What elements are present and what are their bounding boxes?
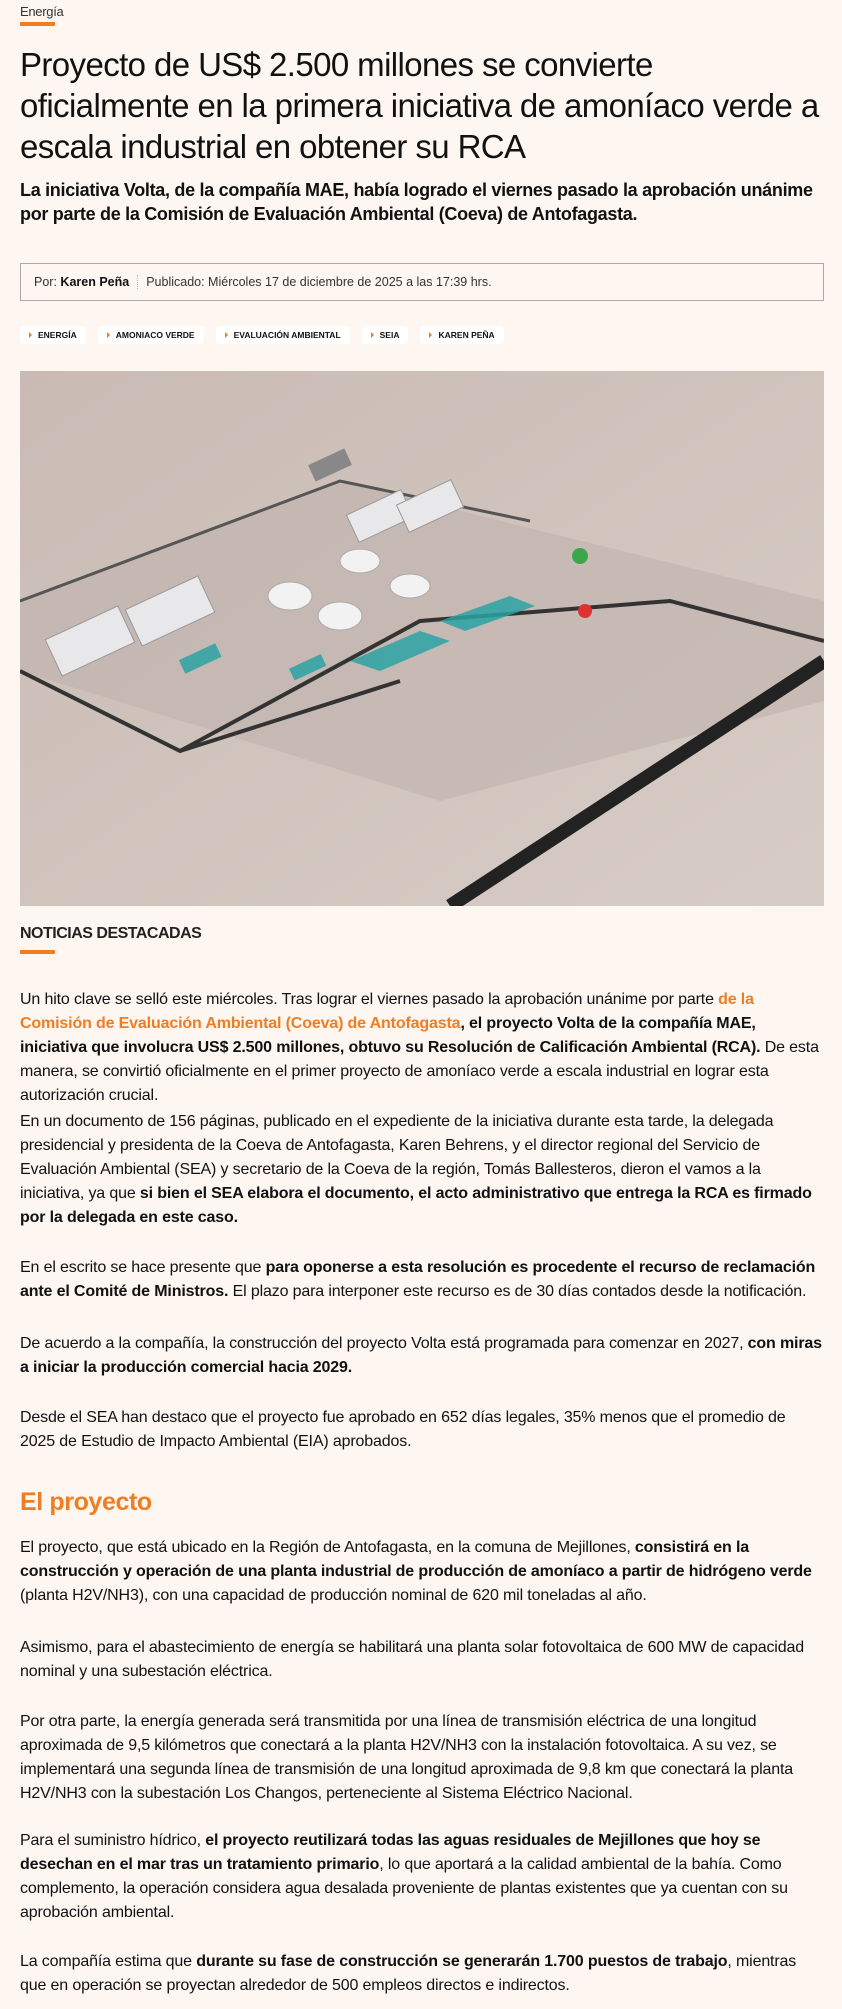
coeva-link[interactable]: de la Comisión de Evaluación Ambiental (Coeva) de Antofagasta xyxy=(20,991,754,1032)
article-paragraph: Asimismo, para el abastecimiento de energía se habilitará una planta solar fotovoltaica de 600 MW de capacidad nominal y una subestación eléctrica. xyxy=(20,1639,804,1680)
article-paragraph: Por otra parte, la energía generada será transmitida por una línea de transmisión eléctrica de una longitud aproximada de 9,5 kilómetros que conectará a la planta H2V/NH3 con la instalación fotovoltaica. A su vez, se implementará una segunda línea de transmisión de una longitud aproximada de 9,8 km que conectará la planta H2V/NH3 con la subestación Los Changos, perteneciente al Sistema Eléctrico Nacional. xyxy=(20,1713,794,1802)
caret-right-icon xyxy=(225,332,228,338)
tag-label: KAREN PEÑA xyxy=(438,330,495,340)
featured-news-heading: NOTICIAS DESTACADAS xyxy=(20,925,202,942)
tag-label: ENERGÍA xyxy=(38,330,77,340)
tag-amoniaco-verde[interactable] xyxy=(98,326,204,344)
tag-label: AMONIACO VERDE xyxy=(115,330,195,340)
caret-right-icon xyxy=(107,332,110,338)
tag-label: EVALUACIÓN AMBIENTAL xyxy=(233,330,341,340)
published-date: Publicado: Miércoles 17 de diciembre de 2025 a las 17:39 hrs. xyxy=(146,275,492,289)
tag-seia[interactable] xyxy=(362,326,409,344)
section-heading-el-proyecto: El proyecto xyxy=(20,1488,152,1516)
author-label: Por: xyxy=(34,275,57,289)
author-link[interactable]: Karen Peña xyxy=(60,275,130,289)
article-paragraph: En un documento de 156 páginas, publicado en el expediente de la iniciativa durante esta tarde, la delegada presidencial y presidenta de la Coeva de Antofagasta, Karen Behrens, y el director regional del Servicio de Evaluación Ambiental (SEA) y secretario de la Coeva de la región, Tomás Ballesteros, dieron el vamos a la iniciativa, ya que si bien el SEA elabora el documento, el acto administrativo que entrega la RCA es firmado por la delegada en este caso. xyxy=(20,1113,812,1226)
caret-right-icon xyxy=(429,332,432,338)
article-paragraph: Desde el SEA han destaco que el proyecto fue aprobado en 652 días legales, 35% menos que el promedio de 2025 de Estudio de Impacto Ambiental (EIA) aprobados. xyxy=(20,1409,786,1450)
article-paragraph: Un hito clave se selló este miércoles. Tras lograr el viernes pasado la aprobación unánime por parte de la Comisión de Evaluación Ambiental (Coeva) de Antofagasta, el proyecto Volta de la compañía MAE, iniciativa que involucra US$ 2.500 millones, obtuvo su Resolución de Calificación Ambiental (RCA). De esta manera, se convirtió oficialmente en el primer proyecto de amoníaco verde a escala industrial en lograr esta autorización crucial. xyxy=(20,991,819,1104)
tag-evaluacion-ambiental[interactable] xyxy=(216,326,350,344)
page-title: Proyecto de US$ 2.500 millones se convierte oficialmente en la primera iniciativa de amoníaco verde a escala industrial en obtener su RCA xyxy=(20,46,819,165)
article-paragraph: En el escrito se hace presente que para oponerse a esta resolución es procedente el recurso de reclamación ante el Comité de Ministros. El plazo para interponer este recurso es de 30 días contados desde la notificación. xyxy=(20,1259,816,1300)
article-hero-image xyxy=(20,371,824,906)
article-paragraph: El proyecto, que está ubicado en la Región de Antofagasta, en la comuna de Mejillones, consistirá en la construcción y operación de una planta industrial de producción de amoníaco a partir de hidrógeno verde (planta H2V/NH3), con una capacidad de producción nominal de 620 mil toneladas al año. xyxy=(20,1539,812,1604)
caret-right-icon xyxy=(371,332,374,338)
article-paragraph: De acuerdo a la compañía, la construcción del proyecto Volta está programada para comenzar en 2027, con miras a iniciar la producción comercial hacia 2029. xyxy=(20,1335,822,1376)
category-underline xyxy=(20,22,55,26)
tag-karen-pena[interactable] xyxy=(420,326,503,344)
featured-news-underline xyxy=(20,950,55,954)
article-meta xyxy=(20,263,824,301)
article-subtitle: La iniciativa Volta, de la compañía MAE, había logrado el viernes pasado la aprobación unánime por parte de la Comisión de Evaluación Ambiental (Coeva) de Antofagasta. xyxy=(20,180,813,224)
article-paragraph: Para el suministro hídrico, el proyecto reutilizará todas las aguas residuales de Mejillones que hoy se desechan en el mar tras un tratamiento primario, lo que aportará a la calidad ambiental de la bahía. Como complemento, la operación considera agua desalada proveniente de plantas existentes que ya cuentan con su aprobación ambiental. xyxy=(20,1832,788,1921)
tag-label: SEIA xyxy=(379,330,400,340)
article-paragraph: La compañía estima que durante su fase de construcción se generarán 1.700 puestos de trabajo, mientras que en operación se proyectan alrededor de 500 empleos directos e indirectos. xyxy=(20,1953,797,1994)
category-link[interactable]: Energía xyxy=(20,4,64,19)
tag-energia[interactable] xyxy=(20,326,86,344)
tag-list xyxy=(20,326,824,344)
caret-right-icon xyxy=(29,332,32,338)
meta-divider xyxy=(137,275,138,289)
